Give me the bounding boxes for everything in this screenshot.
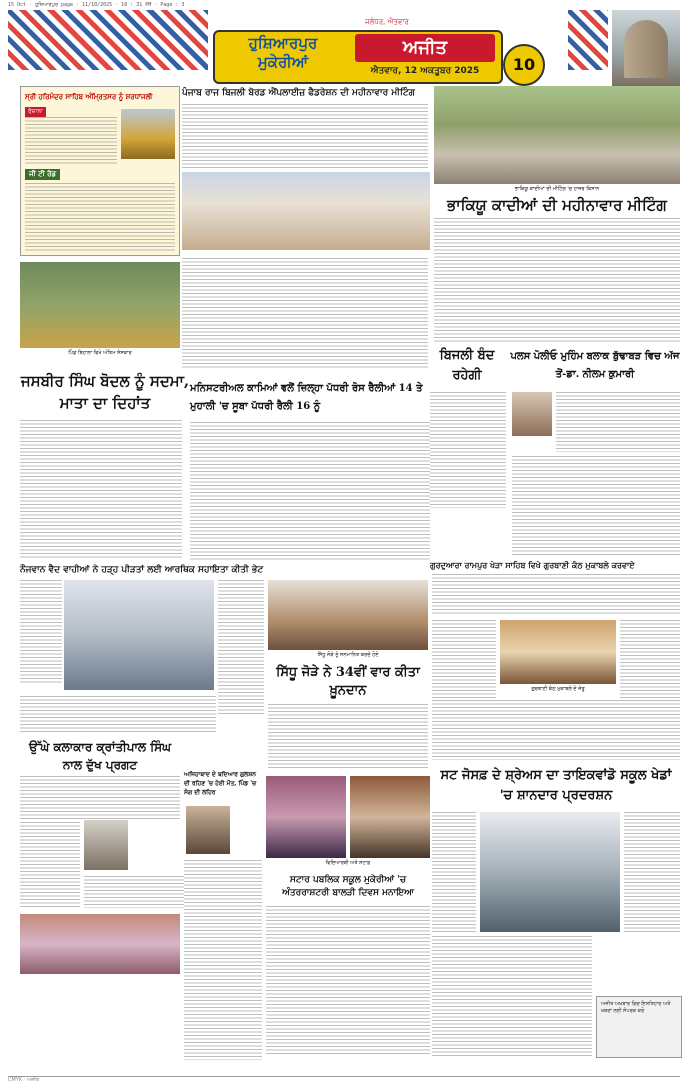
photo-caption: ਭਾਕਿਯੂ ਕਾਦੀਆਂ ਦੀ ਮੀਟਿੰਗ 'ਚ ਹਾਜ਼ਰ ਕਿਸਾਨ (514, 186, 600, 192)
article-text (556, 392, 680, 452)
portrait-photo (84, 820, 128, 870)
photo-caption: ਗੁਰਬਾਣੀ ਕੰਠ ਮੁਕਾਬਲੇ ਦੇ ਜੇਤੂ (531, 686, 585, 692)
notice-box (596, 996, 682, 1058)
ad-tag: ਰੋਜ਼ਾਨਾ (25, 107, 46, 117)
article-text (20, 420, 182, 560)
farmers-group-photo (434, 86, 680, 184)
portrait-photo (512, 392, 552, 436)
article-text (624, 812, 680, 932)
article-headline: ਜਸਬੀਰ ਸਿੰਘ ਬੋਦਲ ਨੂੰ ਸਦਮਾ, ਮਾਤਾ ਦਾ ਦਿਹਾਂਤ (20, 372, 190, 412)
article-text (218, 580, 264, 716)
article-headline: ਭਾਕਿਯੂ ਕਾਦੀਆਂ ਦੀ ਮਹੀਨਾਵਾਰ ਮੀਟਿੰਗ (447, 196, 667, 214)
masthead (8, 10, 680, 82)
article-text (182, 104, 428, 170)
gurbani-photo (500, 620, 616, 684)
photo-caption: ਪਿੰਡ ਬਿਹਾਲਾ ਵਿਖੇ ਅੰਤਿਮ ਸੰਸਕਾਰ (68, 350, 132, 356)
footer: CMYK · ਅਜੀਤ (8, 1076, 680, 1086)
portrait-photo (186, 806, 230, 854)
ad-title: ਸ੍ਰੀ ਹਰਿਮੰਦਰ ਸਾਹਿਬ ਅੰਮ੍ਰਿਤਸਰ ਨੂੰ ਸ਼ਰਧਾਂਜਲੀ (25, 93, 153, 101)
page-number: 10 (503, 44, 545, 86)
article-headline: ਸਟਾਰ ਪਬਲਿਕ ਸਕੂਲ ਮੁਕੇਰੀਆਂ 'ਚ ਅੰਤਰਰਾਸ਼ਟਰੀ ਬਾਲੜੀ ਦਿਵਸ ਮਨਾਇਆ (282, 875, 414, 898)
date-line: ਐਤਵਾਰ, 12 ਅਕਤੂਬਰ 2025 (370, 66, 480, 76)
title-box (213, 18, 503, 84)
ad-text (25, 117, 117, 165)
article-text (20, 696, 216, 732)
article-text (84, 876, 184, 908)
donation-photo (64, 580, 214, 690)
meeting-photo (182, 172, 430, 250)
article-headline: ਨੌਜਵਾਨ ਵੈਦ ਵਾਹੀਆਂ ਨੇ ਹੜ੍ਹ ਪੀੜਤਾਂ ਲਈ ਆਰਥਿਕ ਸਹਾਇਤਾ ਕੀਤੀ ਭੇਟ (20, 565, 264, 575)
article-headline: ਉੱਘੇ ਕਲਾਕਾਰ ਕ੍ਰਾਂਤੀਪਾਲ ਸਿੰਘ ਨਾਲ ਦੁੱਖ ਪ੍ਰਗਟ (28, 740, 171, 772)
article-text (20, 776, 180, 820)
article-headline: ਪੰਜਾਬ ਰਾਜ ਬਿਜਲੀ ਬੋਰਡ ਐਂਪਲਾਈਜ਼ ਫੈਡਰੇਸ਼ਨ ਦੀ ਮਹੀਨਾਵਾਰ ਮੀਟਿੰਗ (182, 88, 415, 98)
article-text (620, 620, 680, 700)
blood-donation-photo (268, 580, 428, 650)
town-name: ਹੁਸ਼ਿਆਰਪੁਰ ਮੁਕੇਰੀਆਂ (248, 34, 318, 71)
decorative-pattern (568, 10, 608, 70)
article-text (432, 812, 476, 932)
group-photo (20, 914, 180, 974)
golden-temple-photo (121, 109, 175, 159)
gurdwara-photo (612, 10, 680, 88)
funeral-photo (20, 262, 180, 348)
decorative-pattern (8, 10, 208, 70)
article-headline: ਬਿਜਲੀ ਬੰਦ ਰਹੇਗੀ (439, 348, 495, 383)
ad-text (25, 183, 175, 253)
article-text (268, 704, 428, 768)
article-text (434, 218, 680, 342)
notice-text: ਅਜੀਤ ਅਖ਼ਬਾਰ ਵਿਚ ਇਸ਼ਤਿਹਾਰ ਅਤੇ ਖ਼ਬਰਾਂ ਲਈ ਸੰਪਰਕ ਕਰੋ (601, 1001, 671, 1014)
article-headline: ਸਟ ਜੋਸਫ਼ ਦੇ ਸ਼੍ਰੇਅਸ ਦਾ ਤਾਇਕਵਾਂਡੋ ਸਕੂਲ ਖੇਡਾਂ 'ਚ ਸ਼ਾਨਦਾਰ ਪ੍ਰਦਰਸ਼ਨ (440, 768, 672, 803)
ad-subtitle: ਜੀ ਟੀ ਰੋਡ (25, 169, 60, 180)
article-text (432, 574, 680, 614)
article-text (184, 860, 262, 1060)
article-text (430, 392, 506, 508)
award-photo (480, 812, 620, 932)
article-text (20, 580, 62, 684)
article-headline: ਅਜਿਹਾਬਾਦ ਦੇ ਬਦਿਆਰ ਗੁਲਸ਼ਨ ਦੀ ਰਹਿਣ 'ਚ ਹੋਈ ਮੌਤ, ਪਿੰਡ 'ਚ ਸੋਗ ਦੀ ਲਹਿਰ (184, 771, 257, 796)
photo-caption: ਵਿਦਿਆਰਥੀ ਅਤੇ ਸਟਾਫ਼ (325, 860, 371, 866)
article-headline: ਗੁਰਦੁਆਰਾ ਰਾਮਪੁਰ ਖੇੜਾ ਸਾਹਿਬ ਵਿਖੇ ਗੁਰਬਾਣੀ ਕੰਠ ਮੁਕਾਬਲੇ ਕਰਵਾਏ (430, 560, 635, 570)
ad-box (20, 86, 180, 256)
article-text (266, 906, 430, 1056)
article-text (190, 422, 430, 560)
article-text (432, 620, 496, 700)
paper-name: ਅਜੀਤ (355, 34, 495, 62)
article-text (182, 258, 428, 370)
article-headline: ਪਲਸ ਪੋਲੀਓ ਮੁਹਿੰਮ ਬਲਾਕ ਬੁੱਢਾਬੜ ਵਿਚ ਅੱਜ ਤੋਂ-ਡਾ. ਨੀਲਮ ਕੁਮਾਰੀ (510, 351, 680, 380)
article-text (512, 456, 680, 556)
photo-caption: ਸਿੱਧੂ ਜੋੜੇ ਨੂੰ ਸਨਮਾਨਿਤ ਕਰਦੇ ਹੋਏ (317, 652, 379, 658)
edition-label: ਜਲੰਧਰ, ਐਤਵਾਰ (365, 18, 409, 26)
article-headline: ਸਿੱਧੂ ਜੋੜੇ ਨੇ 34ਵੀਂ ਵਾਰ ਕੀਤਾ ਖ਼ੂਨਦਾਨ (276, 665, 420, 698)
print-slug: 15 Oct · ਹੁਸ਼ਿਆਰਪੁਰ page · 11/10/2025 · 10 : 31 PM · Page : 3 (8, 2, 185, 8)
article-headline: ਮਨਿਸਟਰੀਅਲ ਕਾਮਿਆਂ ਵਲੋਂ ਜ਼ਿਲ੍ਹਾ ਪੱਧਰੀ ਰੋਸ ਰੈਲੀਆਂ 14 ਤੇ ਮੁਹਾਲੀ 'ਚ ਸੂਬਾ ਪੱਧਰੀ ਰੈਲੀ 16 ਨੂੰ (190, 383, 423, 412)
article-text (432, 700, 680, 760)
article-text (20, 822, 80, 908)
student-photo (266, 776, 346, 858)
article-text (432, 936, 592, 1056)
student-photo (350, 776, 430, 858)
